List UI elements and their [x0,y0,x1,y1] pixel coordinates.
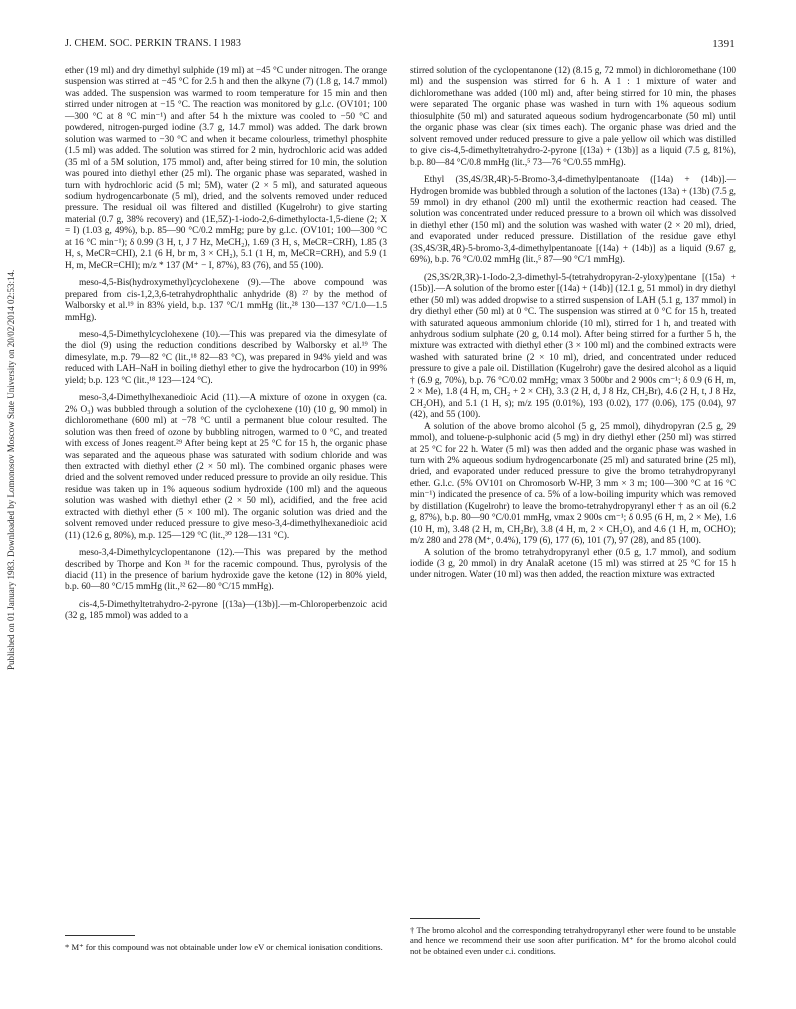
footnote-rule [65,935,135,936]
page-number: 1391 [712,38,735,50]
running-header [65,38,735,52]
paragraph: A solution of the above bromo alcohol (5 g, 25 mmol), dihydropyran (2.5 g, 29 mmol), and toluene-p-sulphonic acid (5 mg) in dry diethyl ether (250 ml) was stirred at 25 °C for 22 h. Water (5 ml) was then added and the organic phase was washed in turn with 2% aqueous sodium hydrogencarbonate (25 ml) and saturated brine (25 ml), dried, and evaporated under reduced pressure to give the bromo tetrahydropyranyl ether. G.l.c. (5% OV101 on Chromosorb W-HP, 3 mm × 3 m; 100—300 °C at 16 °C min⁻¹) indicated the presence of ca. 5% of a low-boiling impurity which was removed by distillation (Kugelrohr) to leave the bromo-tetrahydropyranyl ether † as an oil (6.2 g, 87%), b.p. 80—90 °C/0.01 mmHg, νmax 2 900s cm⁻¹; δ 0.95 (6 H, m, 2 × Me), 1.6 (10 H, m), 3.48 (2 H, m, CH₂Br), 3.8 (4 H, m, 2 × CH₂O), and 4.6 (1 H, m, OCHO); m/z 280 and 278 (M⁺, 0.4%), 179 (6), 177 (6), 101 (7), 97 (28), and 85 (100). [410,421,736,547]
footnote-rule [410,918,480,919]
download-notice [6,150,18,670]
paragraph: stirred solution of the cyclopentanone (12) (8.15 g, 72 mmol) in dichloromethane (100 ml) and the suspension was stirred for 6 h. A 1 : 1 mixture of water and dichloromethane was added (100 ml) and, after being stirred for 10 min, the phases were separated The organic phase was washed in turn with 1% aqueous sodium thiosulphite (50 ml) and saturated aqueous sodium hydrogencarbonate (50 ml) until the organic phase was clear (six times each). The organic phase was dried and the solvent removed under reduced pressure to give a pale yellow oil which was distilled to give cis-4,5-dimethyltetrahydro-2-pyrone [(13a) + (13b)] as a liquid (7.5 g, 81%), b.p. 80—84 °C/0.8 mmHg (lit.,⁵ 73—76 °C/0.55 mmHg). [410,66,736,168]
paragraph: ether (19 ml) and dry dimethyl sulphide (19 ml) at −45 °C under nitrogen. The orange suspension was stirred at −45 °C for 2.5 h and then the alkyne (7) (1.8 g, 14.7 mmol) was added. The suspension was warmed to room temperature for 15 min and then stirred under nitrogen at −15 °C. The reaction was monitored by g.l.c. (OV101; 100—300 °C at 8 °C min⁻¹) and after 54 h the mixture was cooled to −50 °C and powdered, nitrogen-purged iodine (3.7 g, 14.7 mmol) was added. The dark brown solution was warmed to −30 °C and when it became colourless, trimethyl phosphite (1.5 ml) was added. The solution was stirred for 2 min, hydrochloric acid was added (35 ml of a 5M solution, 175 mmol) and, after being stirred for 10 min, the solution was poured into diethyl ether (25 ml). The organic phase was separated, washed in turn with hydrochloric acid (5 ml; 5M), water (2 × 5 ml), and saturated aqueous sodium hydrogencarbonate (5 ml), dried, and the solvents removed under reduced pressure. The residual oil was filtered and distilled (Kugelrohr) to give starting material (0.7 g, 38% recovery) and (1E,5Z)-1-iodo-2,6-dimethylocta-1,5-diene (2; X = I) (1.03 g, 49%), b.p. 85—90 °C/0.2 mmHg; pure by g.l.c. (OV101; 100—300 °C at 16 °C min⁻¹); δ 0.99 (3 H, t, J 7 Hz, MeCH₂), 1.69 (3 H, s, MeCR=CRH), 1.85 (3 H, s, MeCR=CHI), 2.1 (6 H, br m, 3 × CH₂), 5.1 (1 H, m, MeCR=CRH), and 5.9 (1 H, m, MeCR=CHI); m/z * 137 (M⁺ − I, 87%), 83 (76), and 55 (100). [65,66,387,271]
paragraph: A solution of the bromo tetrahydropyranyl ether (0.5 g, 1.7 mmol), and sodium iodide (3 g, 20 mmol) in dry AnalaR acetone (15 ml) was stirred at 25 °C for 15 h under nitrogen. Water (10 ml) was then added, the reaction mixture was extracted [410,547,736,581]
paragraph: meso-4,5-Dimethylcyclohexene (10).—This was prepared via the dimesylate of the diol (9) using the reduction conditions described by Walborsky et al.¹⁹ The dimesylate, m.p. 79—82 °C (lit.,¹⁸ 82—83 °C), was prepared in 94% yield and was reduced with LAH–NaH in boiling diethyl ether to give the hydrocarbon (10) in 99% yield; b.p. 123 °C (lit.,¹⁸ 123—124 °C). [65,329,387,386]
paragraph: meso-3,4-Dimethylcyclopentanone (12).—This was prepared by the method described by Thorpe and Kon ³¹ for the racemic compound. Thus, pyrolysis of the diacid (11) in the presence of barium hydroxide gave the ketone (12) in 80% yield, b.p. 60—80 °C/15 mmHg (lit.,³² 62—80 °C/15 mmHg). [65,548,387,593]
footnote-left [65,935,387,952]
paragraph: Ethyl (3S,4S/3R,4R)-5-Bromo-3,4-dimethylpentanoate ([14a) + (14b)].—Hydrogen bromide was bubbled through a solution of the lactones (13a) + (13b) (7.5 g, 59 mmol) in dry ethanol (200 ml) until the exothermic reaction had ceased. The solution was concentrated under reduced pressure to a brown oil which was dissolved in diethyl ether (150 ml) and the solution was washed with water (2 × 20 ml), dried, and evaporated under reduced pressure. Distillation of the residue gave ethyl (3S,4S/3R,4R)-5-bromo-3,4-dimethylpentanoate [(14a) + (14b)] as a liquid (9.67 g, 69%), b.p. 76 °C/0.02 mmHg (lit.,⁵ 87—90 °C/1 mmHg). [410,175,737,266]
left-column [65,66,387,623]
download-notice-text: Published on 01 January 1983. Downloaded by Lomonosov Moscow State University on 20/02/2014 02:53:14. [6,269,16,670]
paragraph: cis-4,5-Dimethyltetrahydro-2-pyrone [(13a)—(13b)].—m-Chloroperbenzoic acid (32 g, 185 mmol) was added to a [65,599,387,622]
paragraph: meso-3,4-Dimethylhexanedioic Acid (11).—A mixture of ozone in oxygen (ca. 2% O₃) was bubbled through a solution of the cyclohexene (10) (10 g, 90 mmol) in dichloromethane (600 ml) at −78 °C until a permanent blue colour resulted. The solution was then freed of ozone by bubbling nitrogen, warmed to 0 °C, and treated with excess of Jones reagent.²⁹ After being kept at 25 °C for 15 h, the organic phase was separated and the aqueous phase was saturated with sodium chloride and was then extracted with diethyl ether (2 × 50 ml). The combined organic phases were dried and the solvent removed under reduced pressure to provide an oily residue. This residue was taken up in 1% aqueous sodium hydroxide (100 ml) and the aqueous solution was washed with diethyl ether (2 × 50 ml), acidified, and the free acid extracted with diethyl ether (5 × 100 ml). The organic solution was dried and the solvent removed under reduced pressure to give meso-3,4-dimethylhexanedioic acid (11) (12.6 g, 80%), m.p. 125—129 °C (lit.,³⁰ 128—131 °C). [65,393,387,541]
footnote-right [410,918,736,956]
journal-citation: J. CHEM. SOC. PERKIN TRANS. I 1983 [65,38,242,49]
paragraph: meso-4,5-Bis(hydroxymethyl)cyclohexene (9).—The above compound was prepared from cis-1,2,3,6-tetrahydrophthalic anhydride (8) ²⁷ by the method of Walborsky et al.¹⁹ in 83% yield, b.p. 137 °C/1 mmHg (lit.,²⁸ 130—137 °C/1.0—1.5 mmHg). [65,278,387,323]
paragraph: (2S,3S/2R,3R)-1-Iodo-2,3-dimethyl-5-(tetrahydropyran-2-yloxy)pentane [(15a) + (15b)].—A solution of the bromo ester [(14a) + (14b)] (12.1 g, 51 mmol) in dry diethyl ether (50 ml) was added dropwise to a stirred suspension of LAH (5.1 g, 137 mmol) in dry diethyl ether (50 ml) at 0 °C. The suspension was stirred at 0 °C for 15 h, treated with saturated aqueous ammonium chloride (10 ml), stirred for 1 h, and treated with anhydrous sodium sulphate (20 g, 0.14 mol). After being stirred for a further 5 h, the mixture was extracted with diethyl ether (3 × 100 ml) and the combined extracts were washed with saturated brine (2 × 10 ml), dried, and concentrated under reduced pressure to give a pale oil. Distillation (Kugelrohr) gave the desired alcohol as a liquid † (6.9 g, 70%), b.p. 76 °C/0.02 mmHg; νmax 3 500br and 2 900s cm⁻¹; δ 0.9 (6 H, m, 2 × Me), 1.8 (4 H, m, CH₂ + 2 × CH), 3.3 (2 H, d, J 8 Hz, CH₂Br), 4.6 (2 H, t, J 8 Hz, CH₂OH), and 5.1 (1 H, s); m/z 195 (0.01%), 193 (0.02), 177 (0.06), 175 (0.04), 97 (42), and 55 (100). [410,272,736,421]
footnote-text: † The bromo alcohol and the corresponding tetrahydropyranyl ether were found to be unstable and hence we recommend their use soon after purification. M⁺ for the bromo alcohol could not be obtained even under c.i. conditions. [410,925,736,956]
right-column [410,66,736,582]
footnote-text: * M⁺ for this compound was not obtainable under low eV or chemical ionisation conditions. [65,942,383,952]
